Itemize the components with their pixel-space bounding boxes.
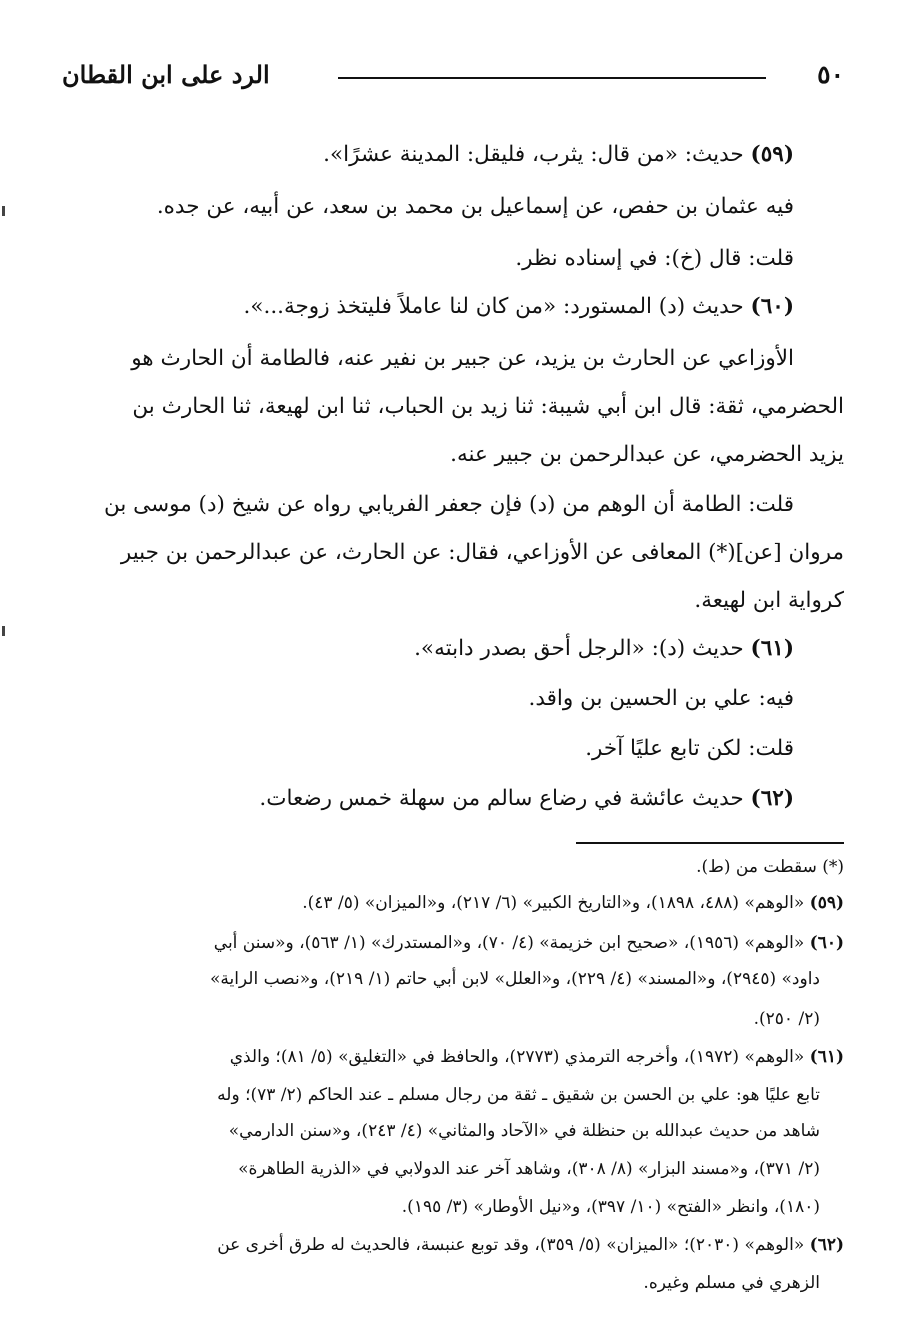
body-line: الأوزاعي عن الحارث بن يزيد، عن جبير بن نفير عنه، فالطامة أن الحارث هو [131,346,794,371]
footnote-line: (*) سقطت من (ط). [696,857,844,877]
hadith-number: (٦١) [750,636,794,661]
footnote-line: (٦١) «الوهم» (١٩٧٢)، وأخرجه الترمذي (٢٧٧٣)، والحافظ في «التغليق» (٥/ ٨١)؛ والذي [229,1047,844,1067]
footnote-line: (١٨٠)، وانظر «الفتح» (١٠/ ٣٩٧)، و«نيل الأوطار» (٣/ ١٩٥). [401,1197,820,1217]
footnote-line: (٦٢) «الوهم» (٢٠٣٠)؛ «الميزان» (٥/ ٣٥٩)، وقد توبع عنبسة، فالحديث له طرق أخرى عن [217,1235,844,1255]
body-line: (٦٠) حديث (د) المستورد: «من كان لنا عاملاً فليتخذ زوجة...». [243,294,794,319]
book-title: الرد على ابن القطان [62,60,270,89]
body-line: (٦٢) حديث عائشة في رضاع سالم من سهلة خمس رضعات. [259,786,794,811]
footnote-line: شاهد من حديث عبدالله بن حنظلة في «الآحاد والمثاني» (٤/ ٢٤٣)، و«سنن الدارمي» [228,1121,820,1141]
header-rule [338,77,766,79]
footnote-rule [576,842,844,844]
hadith-number: (٥٩) [750,142,794,167]
hadith-number: (٦٢) [750,786,794,811]
body-line: مروان [عن](*) المعافى عن الأوزاعي، فقال: عن الحارث، عن عبدالرحمن بن جبير [120,540,844,565]
body-line: قلت: الطامة أن الوهم من (د) فإن جعفر الفريابي رواه عن شيخ (د) موسى بن [103,492,794,517]
page-number: ٥٠ [817,60,844,89]
margin-mark [2,626,5,636]
hadith-number: (٦٠) [750,294,794,319]
footnote-number: (٦٠) [809,933,844,953]
body-line: فيه: علي بن الحسين بن واقد. [528,686,794,711]
footnote-number: (٦١) [809,1047,844,1067]
footnote-line: (٦٠) «الوهم» (١٩٥٦)، «صحيح ابن خزيمة» (٤/ ٧٠)، و«المستدرك» (١/ ٥٦٣)، و«سنن أبي [213,933,844,953]
footnote-line: (٢/ ٣٧١)، و«مسند البزار» (٨/ ٣٠٨)، وشاهد آخر عند الدولابي في «الذرية الطاهرة» [238,1159,820,1179]
footnote-line: (٥٩) «الوهم» (٤٨٨، ١٨٩٨)، و«التاريخ الكبير» (٦/ ٢١٧)، و«الميزان» (٥/ ٤٣). [302,893,844,913]
body-line: كرواية ابن لهيعة. [694,588,844,613]
body-line: الحضرمي، ثقة: قال ابن أبي شيبة: ثنا زيد بن الحباب، ثنا ابن لهيعة، ثنا الحارث بن [132,394,844,419]
body-line: قلت: قال (خ): في إسناده نظر. [515,246,794,271]
body-line: قلت: لكن تابع عليًا آخر. [585,736,794,761]
footnote-number: (٥٩) [809,893,844,913]
body-line: (٥٩) حديث: «من قال: يثرب، فليقل: المدينة عشرًا». [323,142,794,167]
footnote-line: الزهري في مسلم وغيره. [643,1273,820,1293]
body-line: يزيد الحضرمي، عن عبدالرحمن بن جبير عنه. [450,442,844,467]
footnote-number: (٦٢) [809,1235,844,1255]
page-header [62,60,844,100]
footnote-line: داود» (٢٩٤٥)، و«المسند» (٤/ ٢٢٩)، و«العلل» لابن أبي حاتم (١/ ٢١٩)، و«نصب الراية» [209,969,820,989]
footnote-line: (٢/ ٢٥٠). [753,1009,820,1029]
body-line: (٦١) حديث (د): «الرجل أحق بصدر دابته». [414,636,794,661]
footnote-line: تابع عليًا هو: علي بن الحسن بن شقيق ـ ثقة من رجال مسلم ـ عند الحاكم (٢/ ٧٣)؛ وله [217,1085,820,1105]
body-line: فيه عثمان بن حفص، عن إسماعيل بن محمد بن سعد، عن أبيه، عن جده. [156,194,794,219]
margin-mark [2,206,5,216]
